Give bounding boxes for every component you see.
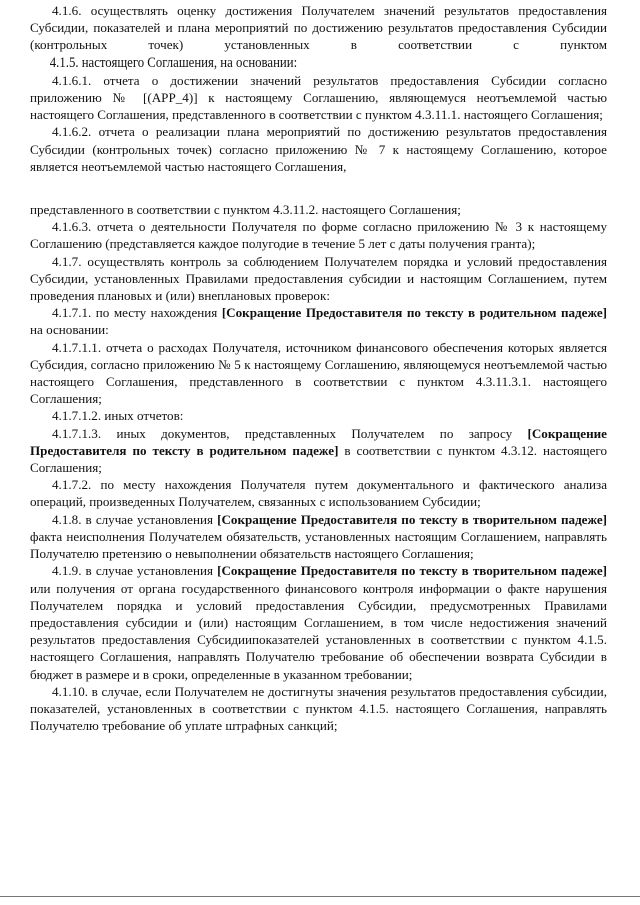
text-run: представленного в соответствии с пунктом 4.3.11.2. настоящего Соглашения; (30, 202, 461, 218)
paragraph-4-1-9 (30, 562, 607, 682)
paragraph-4-1-6 (30, 2, 607, 72)
paragraph-4-1-7-1 (30, 304, 607, 338)
text-run: 4.1.7.2. по месту нахождения Получателя путем документального и фактического анализа операций, произведенных Получателем, связанных с использованием Субсидии; (30, 477, 607, 510)
paragraph-4-1-10 (30, 683, 607, 735)
text-run: 4.1.7. осуществлять контроль за соблюдением Получателем порядка и условий предоставления Субсидии, установленных Правилами предоставления субсидии и настоящим Соглашением, путем проведения плановых и (или) внеплановых проверок: (30, 253, 607, 304)
text-run: 4.1.6.2. отчета о реализации плана мероприятий по достижению результатов предоставления Субсидии (контрольных точек) согласно приложению № 7 к настоящему Соглашению, которое является неотъемлемой частью настоящего Соглашения, (30, 124, 607, 174)
paragraph-4-1-7-1-1 (30, 339, 607, 408)
placeholder-text: [Сокращение Предоставителя по тексту в творительном падеже] (217, 563, 607, 579)
placeholder-text: [Сокращение Предоставителя по тексту в родительном падеже] (221, 305, 607, 321)
paragraph-4-1-6-1 (30, 72, 607, 124)
page-bottom-rule (0, 896, 640, 897)
paragraph-4-1-6-2 (30, 123, 607, 175)
paragraph-continuation (30, 201, 607, 218)
paragraph-4-1-8 (30, 511, 607, 563)
document-page (30, 2, 607, 734)
text-run: 4.1.10. в случае, если Получателем не достигнуты значения результатов предоставления субсидии, показателей, установленных в соответствии с пунктом 4.1.5. настоящего Соглашения, направлять Получателю требование об уплате штрафных санкций; (30, 683, 607, 734)
text-run: 4.1.8. в случае установления (52, 511, 218, 527)
text-run: факта неисполнения Получателем обязательств, установленных настоящим Соглашением, направлять Получателю претензию о невыполнении обязательств настоящего Соглашения; (30, 528, 607, 562)
paragraph-4-1-7-1-2 (30, 407, 607, 424)
text-run: на основании: (30, 322, 109, 338)
text-run: 4.1.9. в случае установления (52, 563, 218, 579)
text-run: 4.1.5. настоящего Соглашения, на основании: (49, 54, 298, 71)
placeholder-text: [Сокращение Предоставителя по тексту в родительном падеже] (30, 425, 607, 458)
text-run: или получения от органа государственного финансового контроля информации о факте нарушения Получателем порядка и условий предоставления Субсидии, предусмотренных Правилами предоставления субсидии и (или) настоящим Соглашением, в том числе недостижения значений результатов предоставления Субсидиипоказателей установленных в соответствии с пунктом 4.1.5. настоящего Соглашения, направлять Получателю требование об обеспечении возврата Субсидии в бюджет в размере и в сроки, определенные в указанном требовании; (30, 580, 607, 682)
text-run: 4.1.7.1.2. иных отчетов: (52, 408, 184, 424)
text-run: в соответствии с пунктом 4.3.12. настоящего Соглашения; (30, 442, 607, 476)
text-run: 4.1.7.1.1. отчета о расходах Получателя, источником финансового обеспечения которых является Субсидия, согласно приложению № 5 к настоящему Соглашению, являющемуся неотъемлемой частью настоящего Соглашения, представленного в соответствии с пунктом 4.3.11.3.1. настоящего Соглашения; (30, 339, 607, 407)
paragraph-4-1-7-2 (30, 476, 607, 510)
text-run: 4.1.7.1. по месту нахождения (52, 305, 222, 321)
paragraph-4-1-6-3 (30, 218, 607, 252)
text-run: 4.1.6. осуществлять оценку достижения Получателем значений результатов предоставления Субсидии, показателей и плана мероприятий по достижению результатов предоставления Субсидии (контрольных точек) установленных в соответствии с пунктом (30, 3, 607, 53)
text-run: 4.1.7.1.3. иных документов, представленных Получателем по запросу (52, 425, 528, 441)
paragraph-4-1-7-1-3 (30, 425, 607, 477)
placeholder-text: [Сокращение Предоставителя по тексту в творительном падеже] (217, 511, 607, 527)
text-run: 4.1.6.3. отчета о деятельности Получателя по форме согласно приложению № 3 к настоящему Соглашению (представляется каждое полугодие в течение 5 лет с даты получения гранта); (30, 219, 607, 252)
paragraph-4-1-7 (30, 253, 607, 305)
text-run: 4.1.6.1. отчета о достижении значений результатов предоставления Субсидии согласно приложению № [(APP_4)] к настоящему Соглашению, являющемуся неотъемлемой частью настоящего Соглашения, представленного в соответствии с пунктом 4.3.11.1. настоящего Соглашения; (30, 72, 607, 123)
